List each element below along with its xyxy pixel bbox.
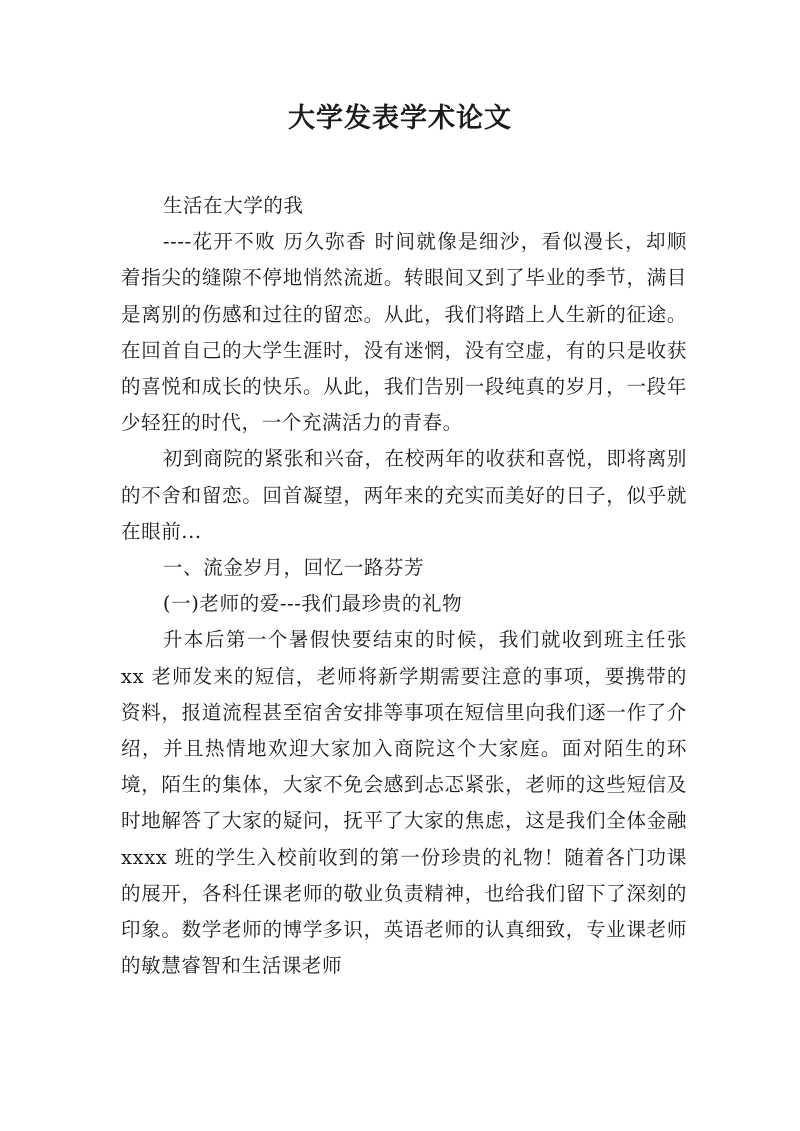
paragraph-reflection: 初到商院的紧张和兴奋，在校两年的收获和喜悦，即将离别的不舍和留恋。回首凝望，两年来的充实而美好的日子，似乎就在眼前... bbox=[121, 447, 687, 543]
document-body bbox=[121, 188, 687, 984]
subsection-heading: (一)老师的爱---我们最珍贵的礼物 bbox=[162, 592, 463, 616]
paragraph-intro: ----花开不败 历久弥香 时间就像是细沙，看似漫长，却顺着指尖的缝隙不停地悄然流逝。转眼间又到了毕业的季节，满目是离别的伤感和过往的留恋。从此，我们将踏上人生新的征途。在回首自己的大学生涯时，没有迷惘，没有空虚，有的只是收获的喜悦和成长的快乐。从此，我们告别一段纯真的岁月，一段年少轻狂的时代，一个充满活力的青春。 bbox=[121, 230, 687, 435]
paragraph-teachers: 升本后第一个暑假快要结束的时候，我们就收到班主任张 xx 老师发来的短信，老师将新学期需要注意的事项，要携带的资料，报道流程甚至宿舍安排等事项在短信里向我们逐一作了介绍，并且热情地欢迎大家加入商院这个大家庭。面对陌生的环境，陌生的集体，大家不免会感到忐忑紧张，老师的这些短信及时地解答了大家的疑问，抚平了大家的焦虑，这是我们全体金融 xxxx 班的学生入校前收到的第一份珍贵的礼物！随着各门功课的展开，各科任课老师的敬业负责精神，也给我们留下了深刻的印象。数学老师的博学多识，英语老师的认真细致，专业课老师的敏慧睿智和生活课老师 bbox=[121, 628, 687, 978]
section-heading: 一、流金岁月，回忆一路芬芳 bbox=[162, 556, 425, 580]
paragraph-subtitle: 生活在大学的我 bbox=[162, 194, 304, 217]
document-title: 大学发表学术论文 bbox=[288, 103, 512, 134]
